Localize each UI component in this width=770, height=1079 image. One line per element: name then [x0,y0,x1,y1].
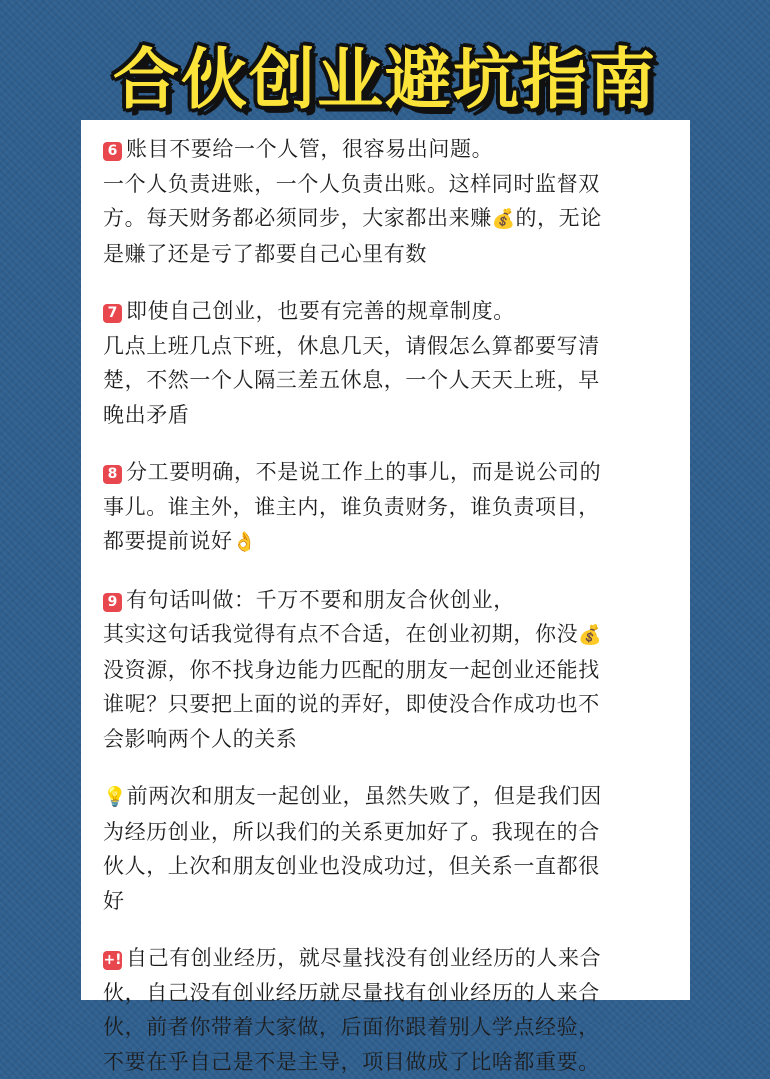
keycap-8-icon: 8 [103,465,122,484]
tip-6-line: 一个人负责进账，一个人负责出账。这样同时监督双 [103,167,672,202]
tip-7-line: 几点上班几点下班，休息几天，请假怎么算都要写清 [103,329,672,364]
keycap-9-icon: 9 [103,593,122,612]
tip-8-heading: 分工要明确，不是说工作上的事儿，而是说公司的 [126,460,601,484]
money-bag-icon: 💰 [578,618,602,653]
tip-extra-line: 自己有创业经历，就尽量找没有创业经历的人来合 [126,946,601,970]
bulb-note-line: 为经历创业，所以我们的关系更加好了。我现在的合 [103,815,672,850]
page-title: 合伙创业避坑指南 [0,26,770,121]
bulb-note [103,779,672,918]
bulb-note-line: 好 [103,884,672,919]
plus-badge-icon: +! [103,951,122,970]
tip-8-line: 事儿。谁主外，谁主内，谁负责财务，谁负责项目， [103,490,672,525]
tip-6-line: 方。每天财务都必须同步，大家都出来赚 [103,206,492,230]
tip-9-line: 谁呢？只要把上面的说的弄好，即使没合作成功也不 [103,687,672,722]
light-bulb-icon: 💡 [103,780,127,815]
ok-hand-icon: 👌 [233,525,257,560]
tip-7-heading: 即使自己创业，也要有完善的规章制度。 [126,299,515,323]
tip-8-line: 都要提前说好 [103,529,233,553]
content-card [81,120,690,1000]
keycap-6-icon: 6 [103,142,122,161]
tip-9-heading: 有句话叫做：千万不要和朋友合伙创业， [126,588,515,612]
tip-extra-line: 伙，自己没有创业经历就尽量找有创业经历的人来合 [103,976,672,1011]
tip-6 [103,132,672,271]
tip-7-line: 楚，不然一个人隔三差五休息，一个人天天上班，早 [103,363,672,398]
tip-6-line-tail: 的，无论 [515,206,601,230]
tip-6-line: 是赚了还是亏了都要自己心里有数 [103,237,672,272]
tip-7-line: 晚出矛盾 [103,398,672,433]
tip-extra-line: 伙，前者你带着大家做，后面你跟着别人学点经验， [103,1010,672,1045]
tip-9-line: 没资源，你不找身边能力匹配的朋友一起创业还能找 [103,653,672,688]
tip-extra-line: 不要在乎自己是不是主导，项目做成了比啥都重要。 [103,1045,672,1079]
bulb-note-line: 前两次和朋友一起创业，虽然失败了，但是我们因 [127,784,602,808]
tip-extra [103,941,672,1079]
tip-9-line: 其实这句话我觉得有点不合适，在创业初期，你没 [103,622,578,646]
bulb-note-line: 伙人，上次和朋友创业也没成功过，但关系一直都很 [103,849,672,884]
money-bag-icon: 💰 [492,202,516,237]
tip-7 [103,294,672,432]
tip-8 [103,455,672,560]
tip-9-line: 会影响两个人的关系 [103,722,672,757]
tip-9 [103,583,672,757]
tip-6-heading: 账目不要给一个人管，很容易出问题。 [126,137,493,161]
keycap-7-icon: 7 [103,304,122,323]
